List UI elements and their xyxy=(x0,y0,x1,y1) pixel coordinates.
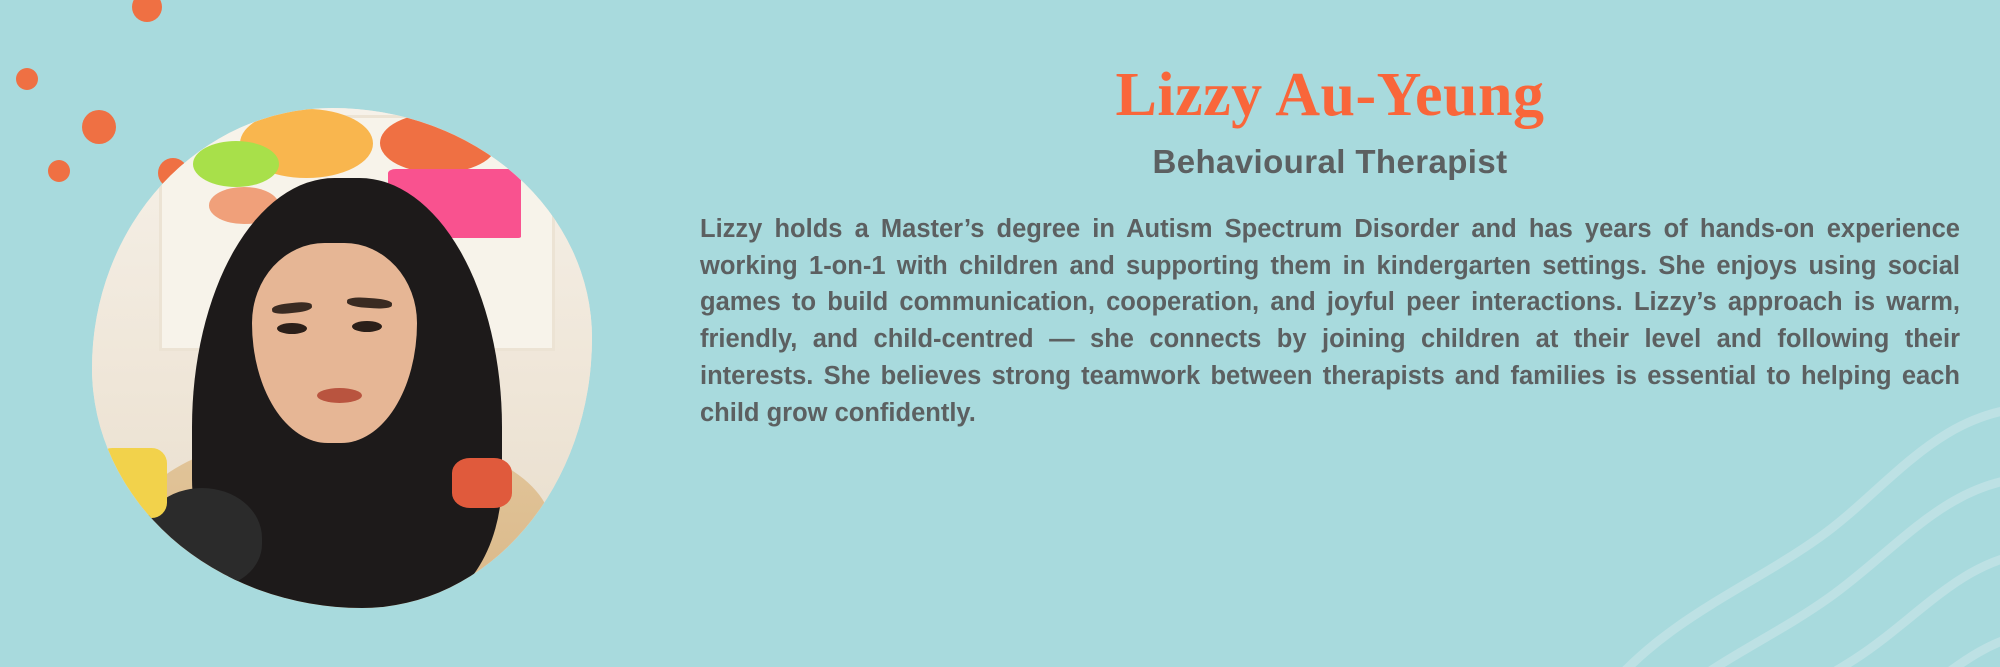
decorative-dot xyxy=(48,160,70,182)
decorative-dot xyxy=(16,68,38,90)
photo-foreground-object xyxy=(452,458,512,508)
avatar xyxy=(92,108,592,608)
art-circle xyxy=(193,141,279,187)
profile-bio: Lizzy holds a Master’s degree in Autism Spectrum Disorder and has years of hands-on experience working 1-on-1 with children and supporting them in kindergarten settings. She enjoys using social games to build communication, cooperation, and joyful peer interactions. Lizzy’s approach is warm, friendly, and child-centred — she connects by joining children at their level and following their interests. She believes strong teamwork between therapists and families is essential to helping each child grow confidently. xyxy=(700,215,1960,427)
photo-person-eye xyxy=(277,323,307,334)
photo-person-eye xyxy=(352,321,382,332)
profile-text-block xyxy=(700,60,1960,431)
photo-person-mouth xyxy=(317,388,362,403)
art-circle xyxy=(380,113,497,173)
portrait-photo xyxy=(92,108,592,608)
profile-role: Behavioural Therapist xyxy=(1152,143,1508,180)
page-title: Lizzy Au-Yeung xyxy=(1115,61,1545,129)
photo-foreground-object xyxy=(97,448,167,518)
decorative-dot xyxy=(132,0,162,22)
